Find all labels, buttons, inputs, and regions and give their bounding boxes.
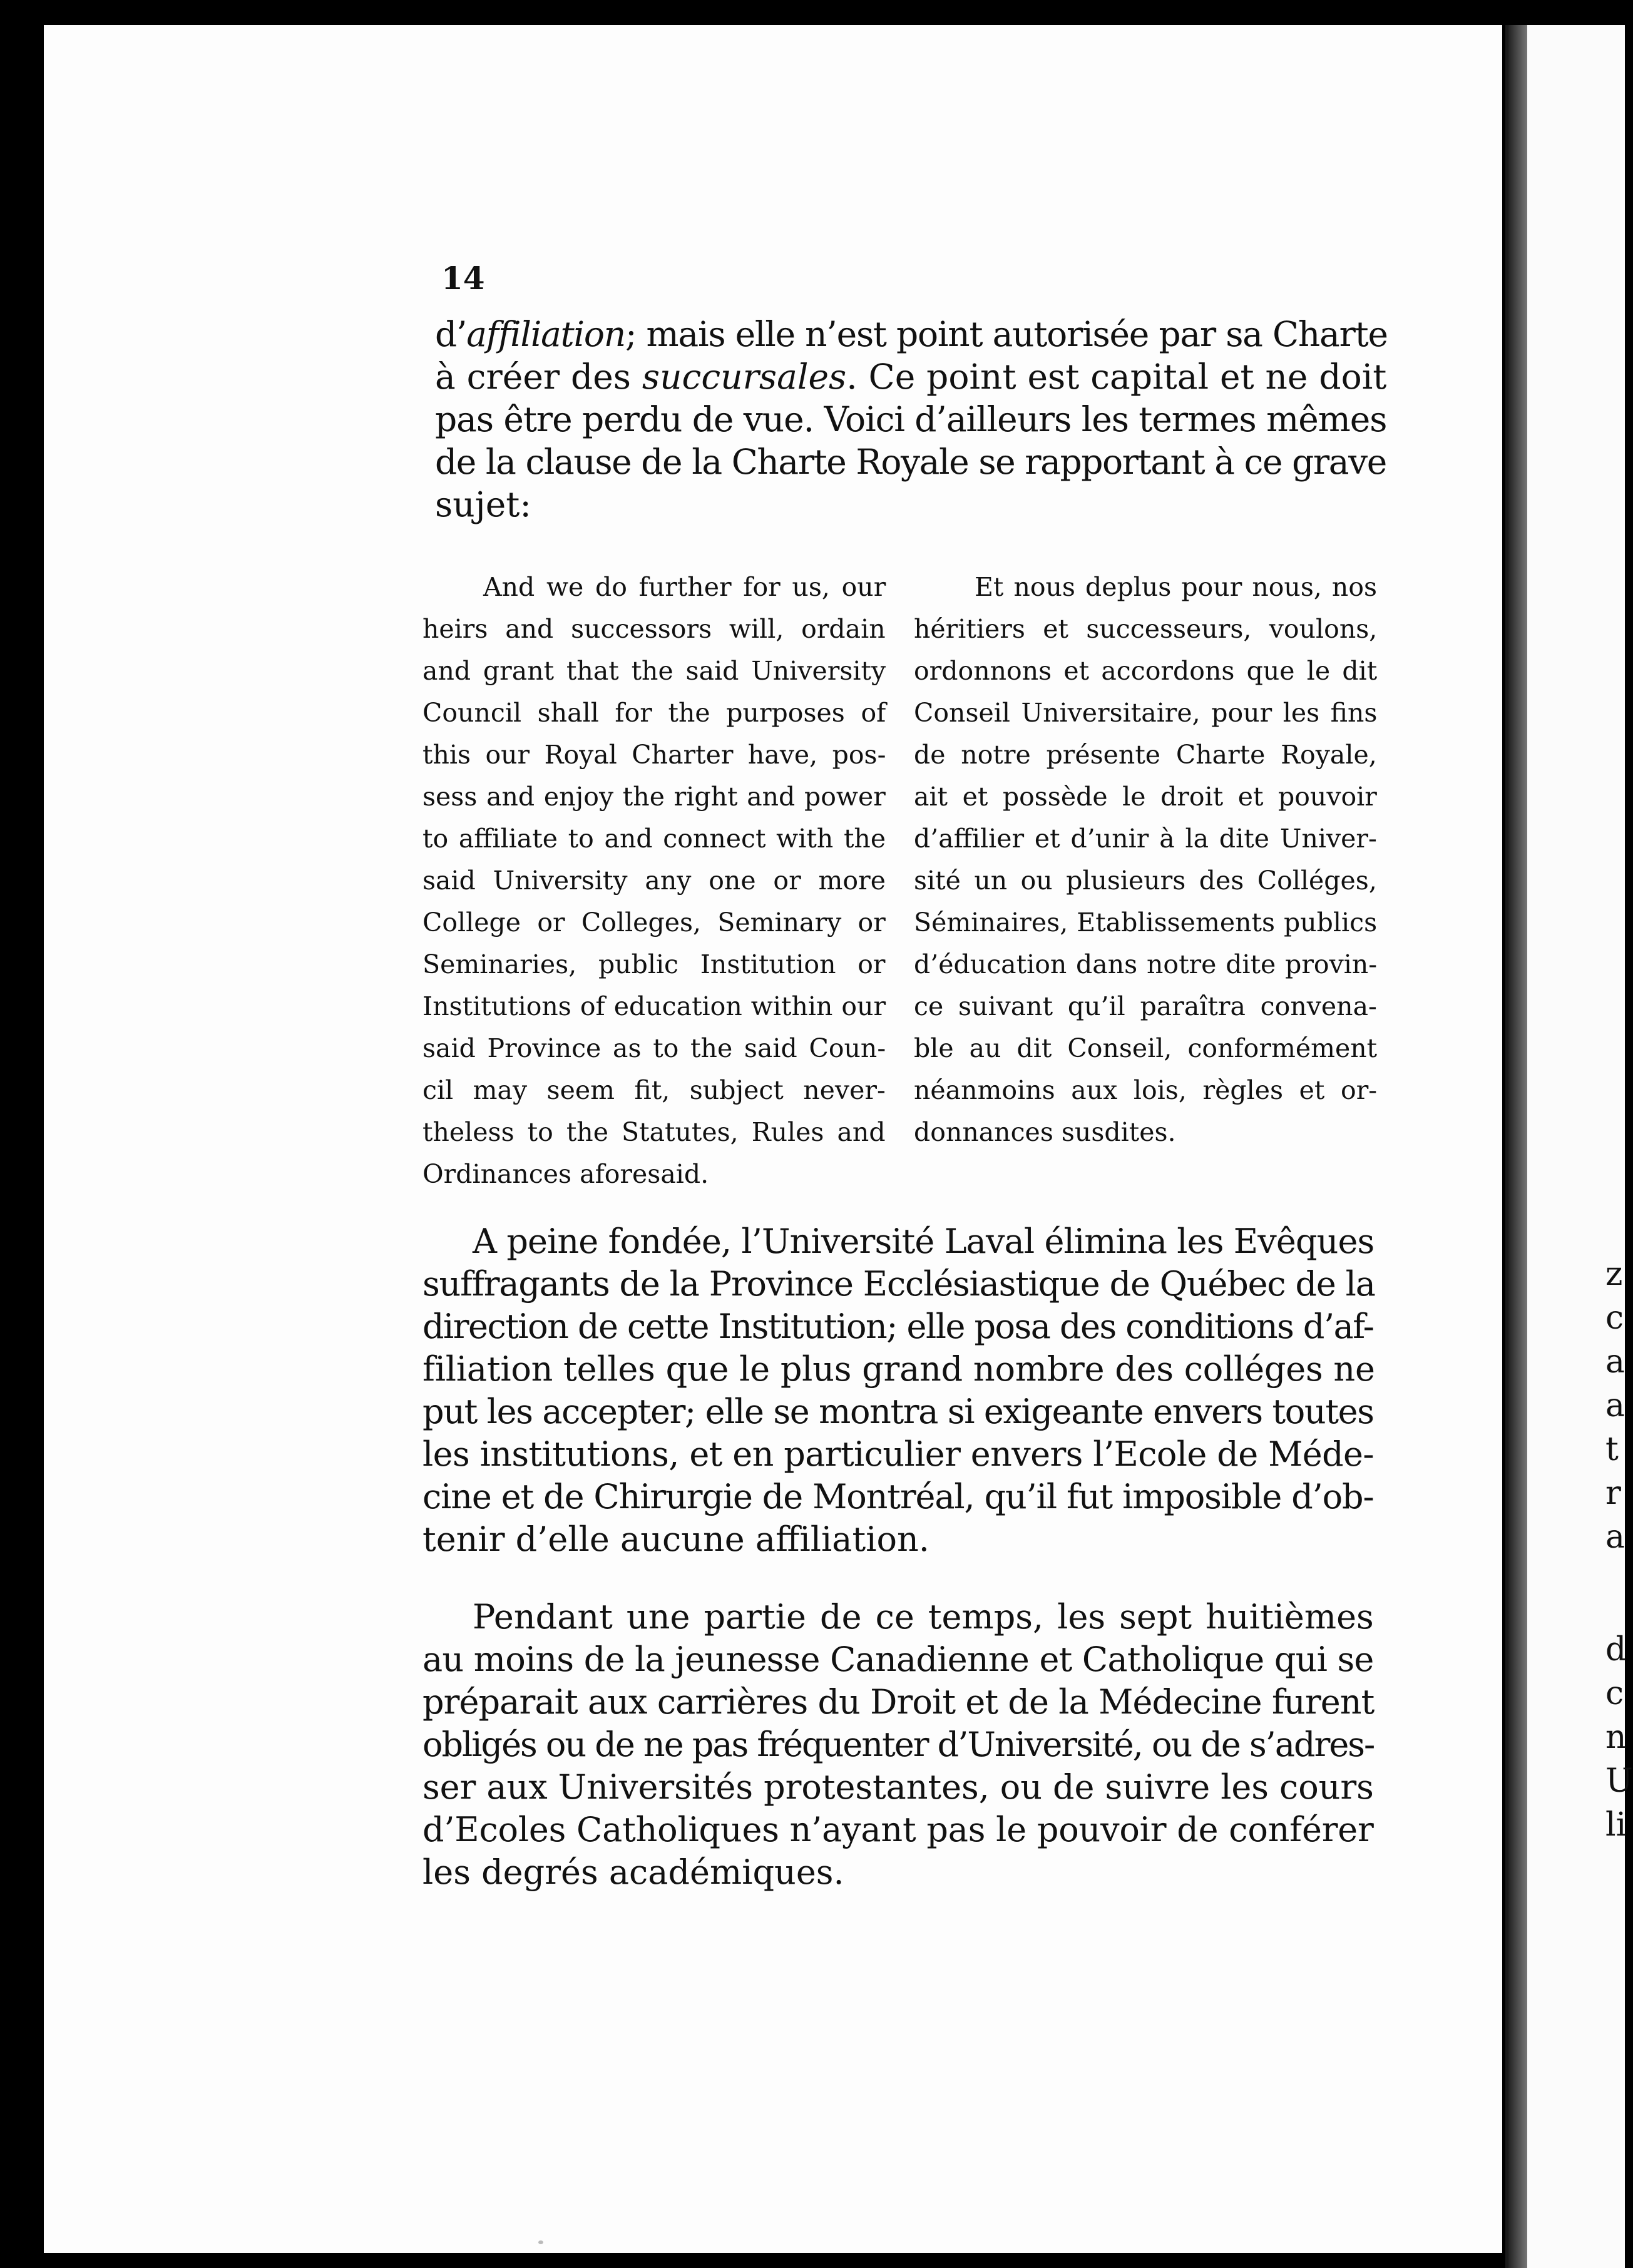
scan-speck: [538, 2240, 543, 2244]
intro-line: d’affiliation; mais elle n’est point autorisée par sa Charte: [435, 314, 1388, 354]
french-line: [914, 860, 1377, 902]
paragraph1-line: [422, 1305, 1374, 1348]
french-text: héritiers et successeurs, voulons,: [914, 614, 1378, 644]
french-text: ce suivant qu’il paraîtra convena-: [914, 991, 1377, 1021]
french-text: Et nous deplus pour nous, nos: [975, 572, 1378, 602]
english-text: Institutions of education within our: [422, 991, 886, 1021]
paragraph2-line: [422, 1766, 1374, 1809]
facing-page-letter: z: [1605, 1255, 1623, 1293]
paragraph1-line: [422, 1433, 1374, 1476]
english-text: said Province as to the said Coun-: [422, 1033, 886, 1063]
paragraph2-text: au moins de la jeunesse Canadienne et Catholique qui se: [422, 1640, 1374, 1679]
paragraph2-text: ser aux Universités protestantes, ou de suivre les cours: [422, 1767, 1374, 1807]
french-line: [914, 776, 1377, 818]
facing-page-letter: r: [1605, 1474, 1621, 1512]
english-text: Ordinances aforesaid.: [422, 1159, 709, 1189]
english-text: this our Royal Charter have, pos-: [422, 740, 886, 770]
paragraph1-text: put les accepter; elle se montra si exigeante envers toutes: [422, 1392, 1374, 1431]
french-line: [914, 650, 1377, 692]
french-text: donnances susdites.: [914, 1117, 1176, 1147]
french-text: ait et possède le droit et pouvoir: [914, 782, 1377, 812]
english-text: said University any one or more: [422, 866, 886, 896]
english-line: [422, 1153, 886, 1195]
paragraph-jeunesse: [422, 1596, 1374, 1894]
french-text: Conseil Universitaire, pour les fins: [914, 698, 1378, 728]
paragraph1-text: suffragants de la Province Ecclésiastique de Québec de la: [422, 1264, 1375, 1304]
facing-page-letter: c: [1605, 1675, 1624, 1712]
english-line: [422, 692, 886, 734]
charter-english-column: [422, 566, 886, 1195]
french-line: [914, 566, 1377, 608]
french-text: Séminaires, Etablissements publics: [914, 907, 1378, 937]
paragraph1-text: les institutions, et en particulier envers l’Ecole de Méde-: [422, 1434, 1374, 1474]
facing-page-letter: n: [1605, 1719, 1627, 1756]
facing-page-letter: t: [1605, 1431, 1619, 1468]
paragraph2-line: [422, 1809, 1374, 1851]
paragraph1-line: [422, 1391, 1374, 1433]
paragraph1-text: cine et de Chirurgie de Montréal, qu’il fut imposible d’ob-: [422, 1477, 1374, 1516]
paragraph1-text: direction de cette Institution; elle posa des conditions d’af-: [422, 1307, 1374, 1346]
english-line: [422, 566, 886, 608]
paragraph1-line: [422, 1518, 1374, 1561]
french-line: [914, 818, 1377, 860]
french-line: [914, 1111, 1377, 1153]
paragraph1-line: [422, 1263, 1374, 1305]
english-line: [422, 734, 886, 776]
french-text: de notre présente Charte Royale,: [914, 740, 1377, 770]
english-text: sess and enjoy the right and power: [422, 782, 886, 812]
french-line: [914, 902, 1377, 944]
french-text: sité un ou plusieurs des Colléges,: [914, 866, 1377, 896]
english-text: theless to the Statutes, Rules and: [422, 1117, 886, 1147]
english-line: [422, 1028, 886, 1070]
english-line: [422, 608, 886, 650]
french-line: [914, 692, 1377, 734]
paragraph1-text: tenir d’elle aucune affiliation.: [422, 1520, 929, 1559]
intro-line: à créer des succursales. Ce point est capital et ne doit: [435, 357, 1387, 397]
english-text: College or Colleges, Seminary or: [422, 907, 886, 937]
paragraph2-line: [422, 1596, 1374, 1638]
english-text: heirs and successors will, ordain: [422, 614, 886, 644]
intro-line: pas être perdu de vue. Voici d’ailleurs les termes mêmes: [435, 399, 1387, 439]
paragraph2-text: les degrés académiques.: [422, 1852, 844, 1892]
paragraph1-text: A peine fondée, l’Université Laval élimina les Evêques: [473, 1222, 1374, 1261]
english-line: [422, 776, 886, 818]
english-line: [422, 860, 886, 902]
facing-page-letter: a: [1605, 1387, 1625, 1424]
intro-paragraph: [435, 313, 1386, 526]
facing-page-letter: U: [1605, 1762, 1633, 1800]
french-text: ble au dit Conseil, conformément: [914, 1033, 1378, 1063]
english-line: [422, 1111, 886, 1153]
english-line: [422, 1070, 886, 1111]
english-line: [422, 902, 886, 944]
english-text: Council shall for the purposes of: [422, 698, 886, 728]
french-line: [914, 944, 1377, 986]
paragraph2-line: [422, 1638, 1374, 1681]
french-line: [914, 608, 1377, 650]
paragraph1-line: [422, 1220, 1374, 1263]
paragraph2-line: [422, 1681, 1374, 1724]
paragraph2-text: Pendant une partie de ce temps, les sept huitièmes: [473, 1597, 1374, 1637]
page-gutter-shadow: [1508, 25, 1527, 2268]
facing-page-letter: c: [1605, 1299, 1624, 1337]
french-text: ordonnons et accordons que le dit: [914, 656, 1378, 686]
paragraph1-text: filiation telles que le plus grand nombre des colléges ne: [422, 1349, 1375, 1389]
french-line: [914, 1028, 1377, 1070]
english-line: [422, 650, 886, 692]
facing-page-letter: d: [1605, 1631, 1627, 1668]
english-line: [422, 986, 886, 1028]
paragraph2-text: obligés ou de ne pas fréquenter d’Université, ou de s’adres-: [422, 1725, 1374, 1764]
intro-line: sujet:: [435, 484, 531, 524]
english-line: [422, 944, 886, 986]
french-text: d’affilier et d’unir à la dite Univer-: [914, 824, 1377, 854]
charter-french-column: [914, 566, 1377, 1153]
english-text: to affiliate to and connect with the: [422, 824, 886, 854]
french-line: [914, 734, 1377, 776]
facing-page-letter: a: [1605, 1343, 1625, 1381]
english-text: Seminaries, public Institution or: [422, 949, 886, 979]
facing-page-letter: li: [1605, 1806, 1627, 1844]
paragraph2-line: [422, 1851, 1374, 1894]
english-line: [422, 818, 886, 860]
paragraph1-line: [422, 1476, 1374, 1518]
paragraph-laval: [422, 1220, 1374, 1561]
paragraph2-text: préparait aux carrières du Droit et de la Médecine furent: [422, 1682, 1374, 1722]
facing-page-letter: a: [1605, 1518, 1625, 1556]
paragraph2-text: d’Ecoles Catholiques n’ayant pas le pouvoir de conférer: [422, 1810, 1374, 1849]
paragraph2-line: [422, 1724, 1374, 1766]
english-text: cil may seem fit, subject never-: [422, 1075, 886, 1105]
facing-page-edge: [1527, 25, 1625, 2268]
english-text: and grant that the said University: [422, 656, 886, 686]
intro-line: de la clause de la Charte Royale se rapportant à ce grave: [435, 442, 1386, 482]
page-number: 14: [441, 260, 485, 297]
english-text: And we do further for us, our: [483, 572, 886, 602]
french-line: [914, 986, 1377, 1028]
french-text: néanmoins aux lois, règles et or-: [914, 1075, 1378, 1105]
paragraph1-line: [422, 1348, 1374, 1391]
french-line: [914, 1070, 1377, 1111]
french-text: d’éducation dans notre dite provin-: [914, 949, 1378, 979]
